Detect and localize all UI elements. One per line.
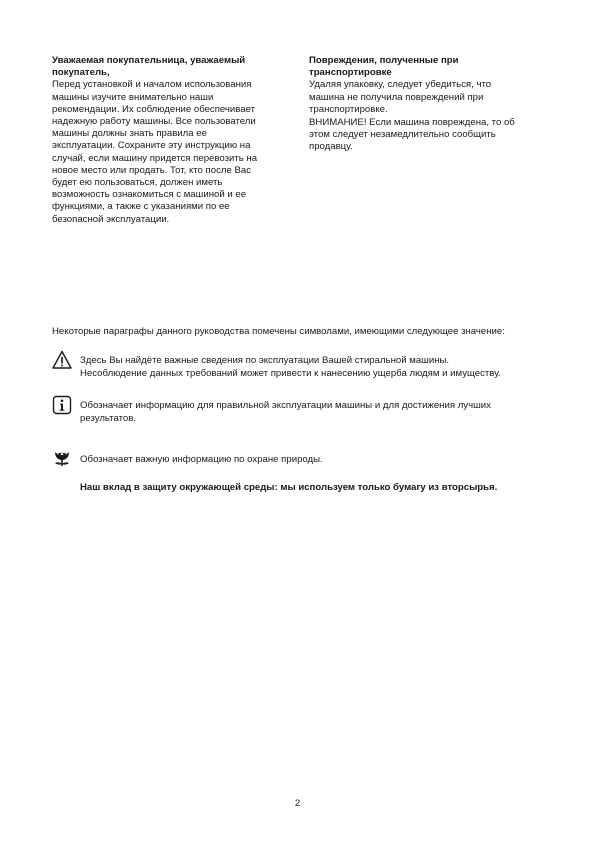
left-column [52, 55, 277, 227]
text-line: безопасной эксплуатации. [52, 213, 170, 225]
warning-text [80, 354, 550, 380]
text-line: транспортировке. [309, 103, 388, 115]
text-line: случай, если машину придется перевозить на [52, 152, 258, 164]
symbols-intro: Некоторые параграфы данного руководства помечены символами, имеющими следующее значение: [52, 326, 505, 337]
text-line: ВНИМАНИЕ! Если машина повреждена, то об [309, 117, 515, 129]
text-line: эксплуатации. Сохраните эту инструкцию на [52, 140, 251, 152]
text-line: Здесь Вы найдёте важные сведения по эксплуатации Вашей стиральной машины. [80, 355, 450, 366]
greeting-paragraph [52, 79, 277, 225]
environment-flower-icon [52, 449, 72, 469]
attention-paragraph [309, 117, 534, 154]
text-line: Обозначает важную информацию по охране природы. [80, 454, 323, 465]
text-line: Перед установкой и началом использования [52, 79, 252, 91]
page-number: 2 [294, 798, 301, 809]
text-line: Несоблюдение данных требований может привести к нанесению ущерба людям и имуществу. [80, 368, 501, 379]
text-line: этом следует незамедлительно сообщить [309, 129, 496, 141]
info-icon [52, 395, 72, 415]
heading-line: покупатель, [52, 67, 110, 79]
info-text [80, 399, 550, 425]
text-line: результатов. [80, 413, 136, 424]
heading-line: Уважаемая покупательница, уважаемый [52, 55, 246, 66]
text-line: машина не получила повреждений при [309, 91, 484, 103]
text-line: функциями, а также с указаниями по ее [52, 201, 230, 213]
text-line: машины изучите внимательно наши [52, 91, 214, 103]
environment-text [80, 453, 550, 466]
text-line: будет ею пользоваться, должен иметь [52, 177, 223, 189]
greeting-heading [52, 55, 277, 79]
warning-triangle-icon [52, 350, 72, 370]
text-line: возможность ознакомиться с машиной и ее [52, 189, 247, 201]
unpacking-paragraph [309, 79, 534, 116]
heading-line: Повреждения, полученные при [309, 55, 459, 66]
text-line: Обозначает информацию для правильной эксплуатации машины и для достижения лучших [80, 400, 491, 411]
text-line: новое место или продать. Тот, кто после Вас [52, 164, 252, 176]
transport-damage-heading [309, 55, 534, 79]
right-column [309, 55, 534, 155]
recycled-paper-statement: Наш вклад в защиту окружающей среды: мы используем только бумагу из вторсырья. [80, 482, 498, 493]
heading-line: транспортировке [309, 67, 392, 79]
text-line: машины должны знать правила ее [52, 128, 207, 140]
text-line: надежную работу машины. Все пользователи [52, 116, 256, 128]
text-line: Удаляя упаковку, следует убедиться, что [309, 79, 492, 91]
text-line: рекомендации. Их соблюдение обеспечивает [52, 103, 256, 115]
text-line: продавцу. [309, 141, 353, 153]
